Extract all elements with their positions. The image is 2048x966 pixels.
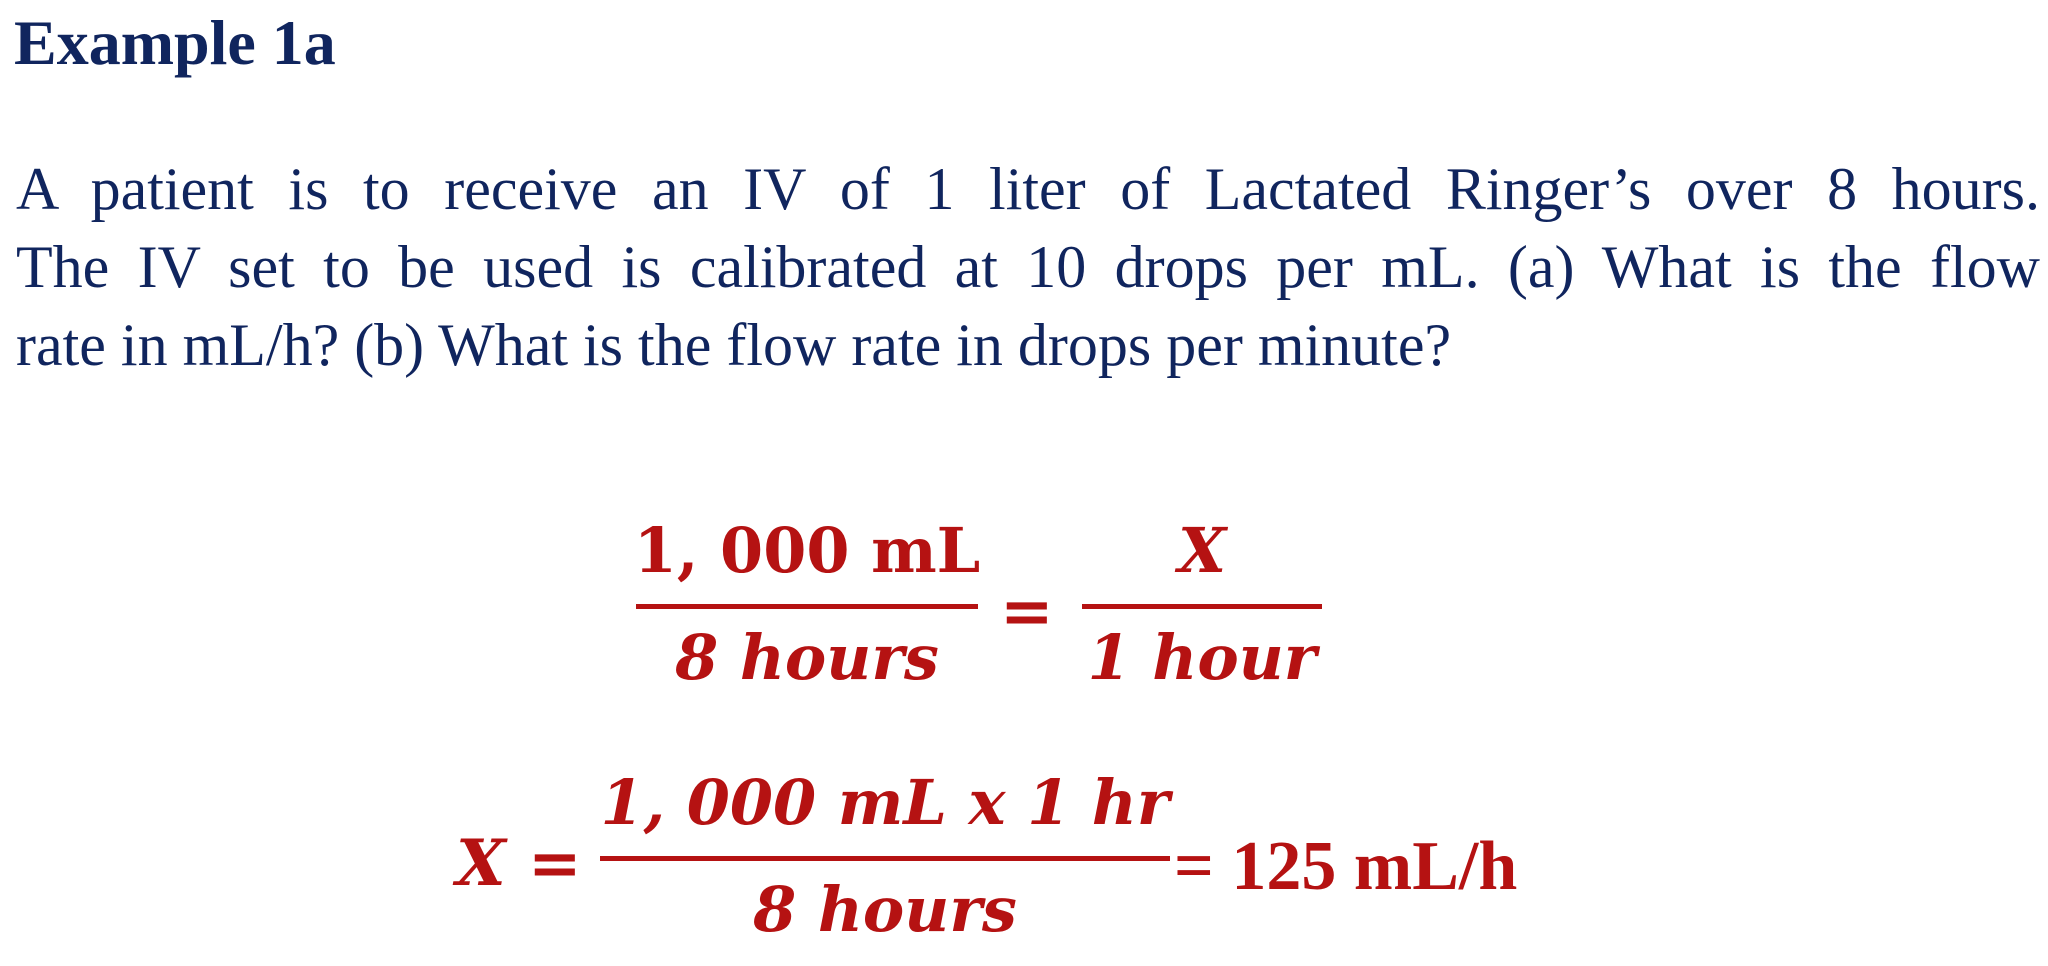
solution-lhs: X = bbox=[456, 826, 582, 901]
fraction-solution bbox=[600, 766, 1170, 946]
fraction-numerator bbox=[600, 766, 1170, 856]
slide-title: Example 1a bbox=[14, 7, 336, 78]
fraction-denominator bbox=[753, 861, 1017, 946]
problem-statement bbox=[16, 150, 2040, 384]
fraction-unknown-over-hour bbox=[1082, 514, 1322, 694]
fraction-denominator bbox=[675, 609, 939, 694]
numerator-text: 1, 000 mL bbox=[633, 514, 981, 587]
fraction-numerator bbox=[1177, 514, 1227, 604]
numerator-text: 1, 000 mL x 1 hr bbox=[600, 766, 1170, 839]
problem-line-3: rate in mL/h? (b) What is the flow rate in drops per minute? bbox=[16, 312, 1452, 378]
problem-line-1: A patient is to receive an IV of 1 liter of Lactated Ringer’s over 8 hours. bbox=[16, 156, 2040, 222]
solution-result: = 125 mL/h bbox=[1174, 828, 1518, 905]
denominator-text: 1 hour bbox=[1087, 621, 1317, 694]
equals-sign: = bbox=[1000, 574, 1054, 649]
fraction-volume-over-time bbox=[633, 514, 981, 694]
fraction-denominator bbox=[1087, 609, 1317, 694]
denominator-text: 8 hours bbox=[675, 621, 939, 694]
problem-line-2: The IV set to be used is calibrated at 10 drops per mL. (a) What is the flow bbox=[16, 234, 2040, 300]
numerator-text: X bbox=[1177, 514, 1227, 587]
fraction-numerator bbox=[633, 514, 981, 604]
denominator-text: 8 hours bbox=[753, 873, 1017, 946]
